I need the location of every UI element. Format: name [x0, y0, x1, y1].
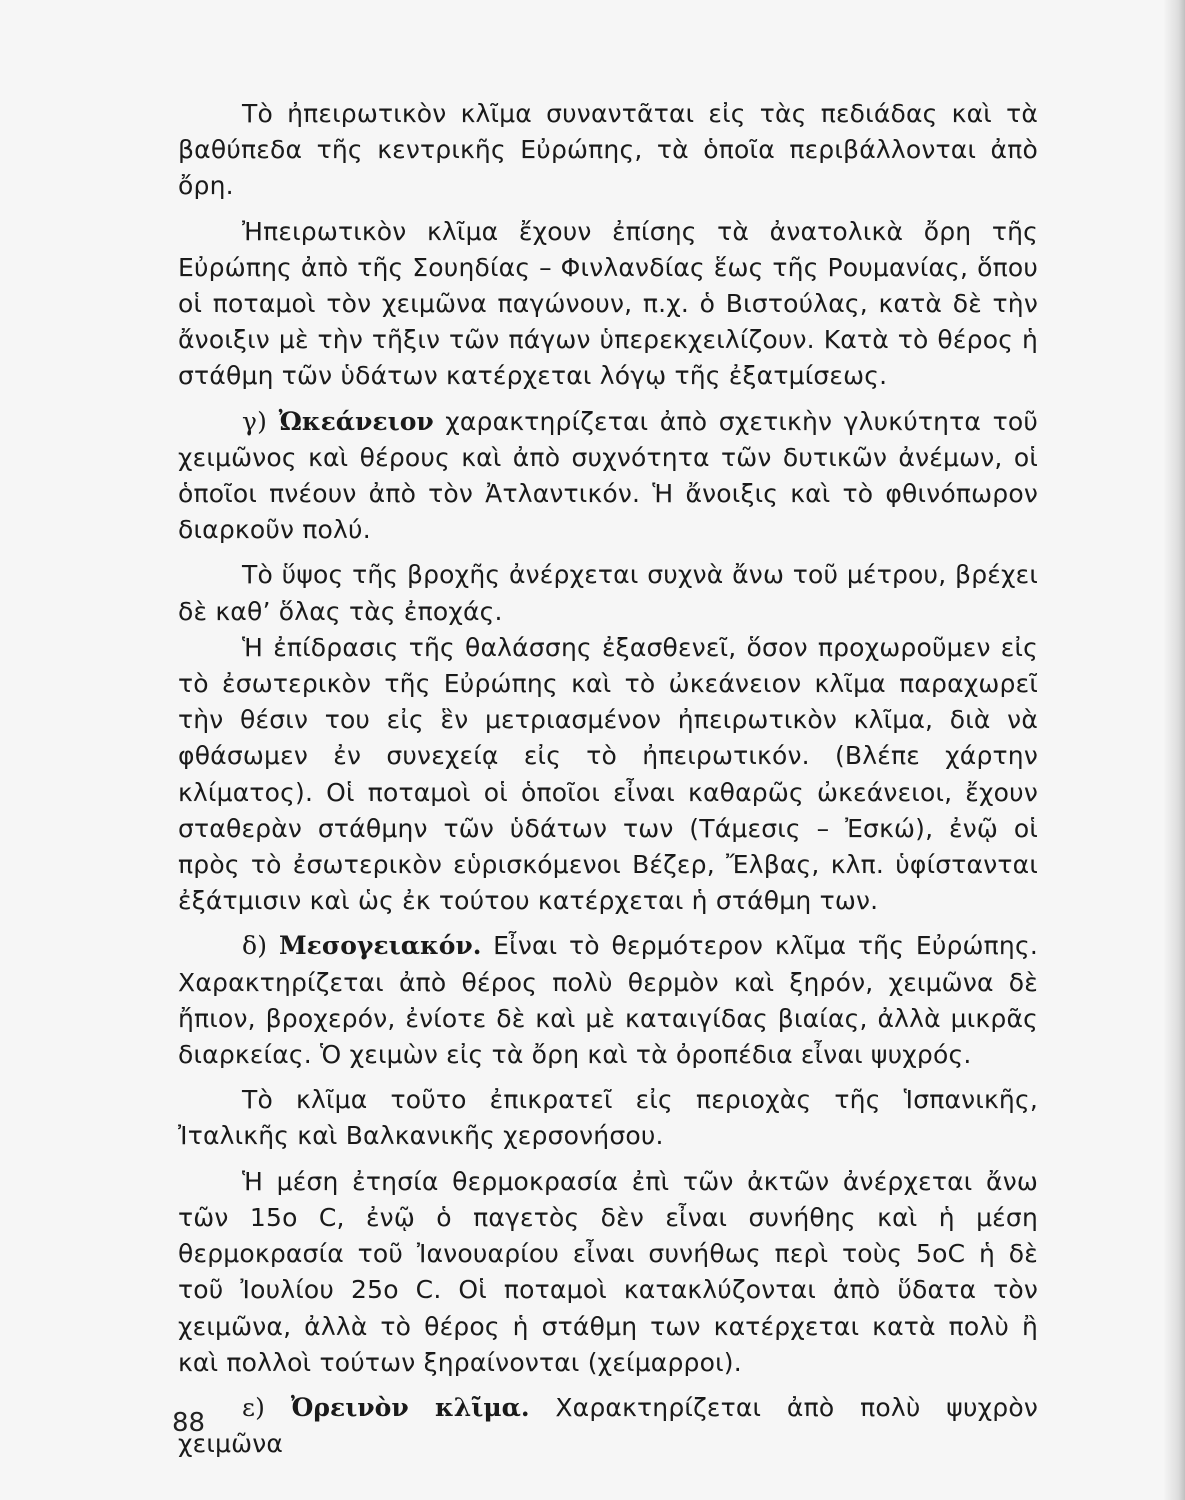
section-mediterranean-label: δ)	[242, 931, 268, 961]
section-mediterranean-term: Μεσογειακόν.	[278, 931, 482, 961]
paragraph-mediterranean-temperature: Ἡ μέση ἐτησία θερμοκρασία ἐπὶ τῶν ἀκτῶν ἀνέρχεται ἄνω τῶν 15ο C, ἐνῷ ὁ παγετὸς δὲν εἶναι συνήθης καὶ ἡ μέση θερμοκρασία τοῦ Ἰανουαρίου εἶναι συνήθως περὶ τοὺς 5οC ἡ δὲ τοῦ Ἰουλίου 25ο C. Οἱ ποταμοὶ κατακλύζονται ἀπὸ ὕδατα τὸν χειμῶνα, ἀλλὰ τὸ θέρος ἡ στάθμη των κατέρχεται κατὰ πολὺ ἢ καὶ πολλοὶ τούτων ξηραίνονται (χείμαρροι).	[178, 1166, 1038, 1377]
page-number: 88	[172, 1408, 206, 1438]
page-edge-shadow	[1163, 0, 1185, 1500]
paragraph-sea-influence: Ἡ ἐπίδρασις τῆς θαλάσσης ἐξασθενεῖ, ὅσον προχωροῦμεν εἰς τὸ ἐσωτερικὸν τῆς Εὐρώπης καὶ τὸ ὠκεάνειον κλῖμα παραχωρεῖ τὴν θέσιν του εἰς ἓν μετριασμένον ἠπειρωτικὸν κλῖμα, διὰ νὰ φθάσωμεν ἐν συνεχείᾳ εἰς τὸ ἠπειρωτικόν. (Βλέπε χάρτην κλίματος). Οἱ ποταμοὶ οἱ ὁποῖοι εἶναι καθαρῶς ὠκεάνειοι, ἔχουν σταθερὰν στάθμην τῶν ὑδάτων των (Τάμεσις – Ἐσκώ), ἐνῷ οἱ πρὸς τὸ ἐσωτερικὸν εὑρισκόμενοι Βέζερ, Ἔλβας, κλπ. ὑφίστανται ἐξάτμισιν καὶ ὡς ἐκ τούτου κατέρχεται ἡ στάθμη των.	[178, 632, 1038, 916]
section-oceanic-text: χαρακτηρίζεται ἀπὸ σχετικὴν γλυκύτητα τοῦ χειμῶνος καὶ θέρους καὶ ἀπὸ συχνότητα τῶν δυτικῶν ἀνέμων, οἱ ὁποῖοι πνέουν ἀπὸ τὸν Ἀτλαντικόν. Ἡ ἄνοιξις καὶ τὸ φθινόπωρον διαρκοῦν πολύ.	[178, 406, 1038, 545]
section-mountain	[178, 1390, 1038, 1462]
section-oceanic-term: Ὠκεάνειον	[278, 406, 434, 436]
paragraph-mediterranean-regions: Τὸ κλῖμα τοῦτο ἐπικρατεῖ εἰς περιοχὰς τῆς Ἱσπανικῆς, Ἰταλικῆς καὶ Βαλκανικῆς χερσονήσου.	[178, 1085, 1038, 1151]
section-oceanic-label: γ)	[242, 406, 268, 436]
section-mountain-term: Ὀρεινὸν κλῖμα.	[290, 1392, 530, 1422]
paragraph-rainfall: Τὸ ὕψος τῆς βροχῆς ἀνέρχεται συχνὰ ἄνω τοῦ μέτρου, βρέχει δὲ καθ’ ὅλας τὰς ἐποχάς.	[178, 560, 1038, 626]
body-text	[178, 96, 1038, 1462]
section-mountain-label: ε)	[242, 1392, 266, 1422]
section-mediterranean	[178, 928, 1038, 1073]
paragraph-continental-plains: Τὸ ἠπειρωτικὸν κλῖμα συναντᾶται εἰς τὰς πεδιάδας καὶ τὰ βαθύπεδα τῆς κεντρικῆς Εὐρώπης, τὰ ὁποῖα περιβάλλονται ἀπὸ ὄρη.	[178, 99, 1038, 201]
section-mountain-text: Χαρακτηρίζεται ἀπὸ πολὺ ψυχρὸν χειμῶνα	[178, 1392, 1038, 1459]
paragraph-continental-mountains: Ἠπειρωτικὸν κλῖμα ἔχουν ἐπίσης τὰ ἀνατολικὰ ὄρη τῆς Εὐρώπης ἀπὸ τῆς Σουηδίας – Φινλανδίας ἕως τῆς Ρουμανίας, ὅπου οἱ ποταμοὶ τὸν χειμῶνα παγώνουν, π.χ. ὁ Βιστούλας, κατὰ δὲ τὴν ἄνοιξιν μὲ τὴν τῆξιν τῶν πάγων ὑπερεκχειλίζουν. Κατὰ τὸ θέρος ἡ στάθμη τῶν ὑδάτων κατέρχεται λόγῳ τῆς ἐξατμίσεως.	[178, 216, 1038, 391]
section-oceanic	[178, 404, 1038, 549]
section-mediterranean-text: Εἶναι τὸ θερμότερον κλῖμα τῆς Εὐρώπης. Χαρακτηρίζεται ἀπὸ θέρος πολὺ θερμὸν καὶ ξηρόν, χειμῶνα δὲ ἤπιον, βροχερόν, ἐνίοτε δὲ καὶ μὲ καταιγίδας βιαίας, ἀλλὰ μικρᾶς διαρκείας. Ὁ χειμὼν εἰς τὰ ὄρη καὶ τὰ ὀροπέδια εἶναι ψυχρός.	[178, 931, 1038, 1070]
